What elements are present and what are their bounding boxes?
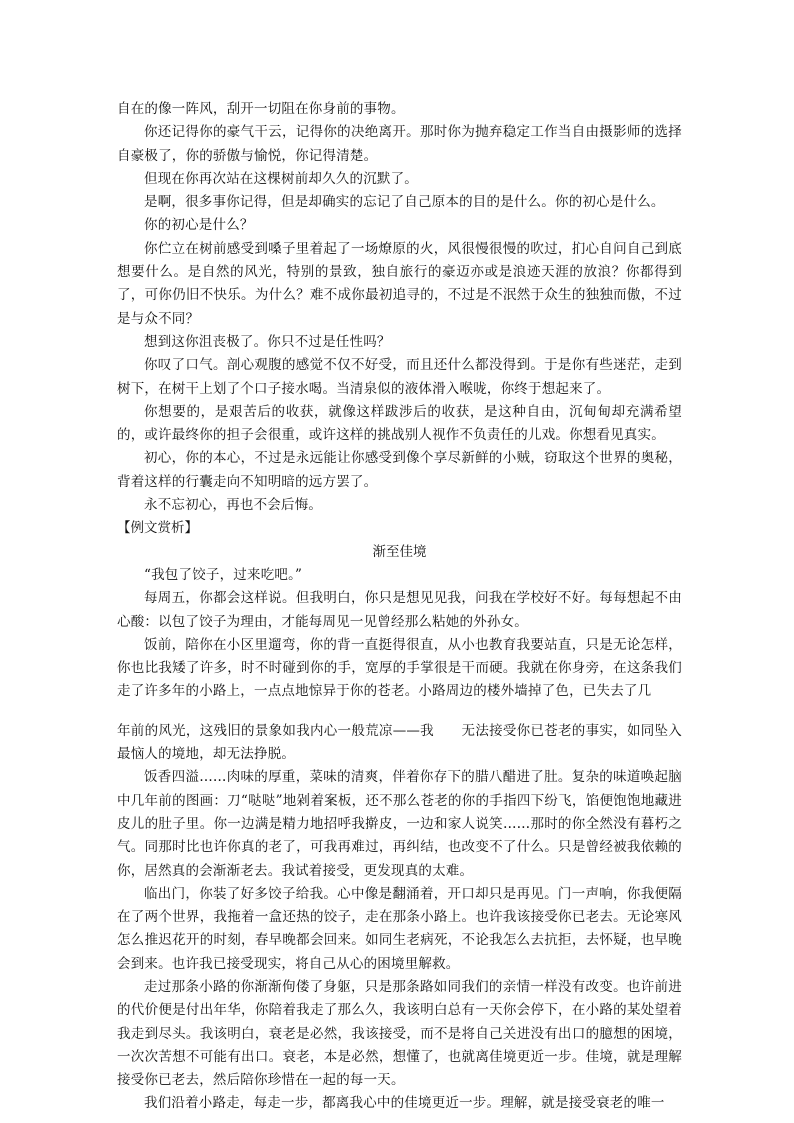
- paragraph-9: 你想要的，是艰苦后的收获，就像这样跋涉后的收获，是这种自由，沉甸甸却充满希望的，或许最终你的担子会很重，或许这样的挑战别人视作不负责任的儿戏。你想看见真实。: [117, 403, 682, 444]
- paragraph-1: 自在的像一阵风，刮开一切阻在你身前的事物。: [117, 101, 405, 117]
- essay-paragraph-6: 走过那条小路的你渐渐佝偻了身躯，只是那条路如同我们的亲情一样没有改变。也许前进的代价便是付出年华，你陪着我走了那么久，我该明白总有一天你会停下，在小路的某处望着我走到尽头。我该明白，衰老是必然，我该接受，而不是将自己关进没有出口的臆想的困境，一次次苦想不可能有出口。衰老，本是必然，想懂了，也就离佳境更近一步。佳境，就是理解接受你已老去，然后陪你珍惜在一起的每一天。: [117, 978, 682, 1089]
- essay-paragraph-3: 饭前，陪你在小区里遛弯，你的背一直挺得很直，从小也教育我要站直，只是无论怎样，你也比我矮了许多，时不时碰到你的手，宽厚的手掌很是干而硬。我就在你身旁，在这条我们走了许多年的小路上，一点点地惊异于你的苍老。小路周边的楼外墙掉了色，已失去了几: [117, 636, 682, 700]
- paragraph-3: 但现在你再次站在这棵树前却久久的沉默了。: [144, 170, 418, 187]
- section-heading: 【例文赏析】: [117, 520, 198, 537]
- essay-title: 渐至佳境: [372, 543, 427, 560]
- paragraph-2: 你还记得你的豪气干云，记得你的决绝离开。那时你为抛弃稳定工作当自由摄影师的选择自豪极了，你的骄傲与愉悦，你记得清楚。: [117, 124, 682, 164]
- essay-paragraph-5: 临出门，你装了好多饺子给我。心中像是翻涌着，开口却只是再见。门一声响，你我便隔在了两个世界，我拖着一盒还热的饺子，走在那条小路上。也许我该接受你已老去。无论寒风怎么推迟花开的时刻，春早晚都会回来。如同生老病死，不论我怎么去抗拒，去怀疑，也早晚会到来。也许我已接受现实，将自己从心的困境里解救。: [117, 885, 682, 972]
- essay-paragraph-1: “我包了饺子，过来吃吧。”: [144, 566, 303, 583]
- essay-paragraph-4: 饭香四溢……肉味的厚重，菜味的清爽，伴着你存下的腊八醋进了肚。复杂的味道唤起脑中几年前的图画：刀“哒哒”地剁着案板，还不那么苍老的你的手指四下纷飞，馅便饱饱地藏进皮儿的肚子里。你一边满是精力地招呼我擀皮，一边和家人说笑……那时的你全然没有暮朽之气。同那时比也许你真的老了，可我再难过，再纠结，也改变不了什么。只是曾经被我依赖的你，居然真的会渐渐老去。我试着接受，更发现真的太难。: [117, 769, 682, 879]
- paragraph-8: 你叹了口气。剖心观腹的感觉不仅不好受，而且还什么都没得到。于是你有些迷茫，走到树下，在树干上划了个口子接水喝。当清泉似的液体滑入喉咙，你终于想起来了。: [117, 357, 682, 397]
- paragraph-10: 初心，你的本心，不过是永远能让你感受到像个享尽新鲜的小贼，窃取这个世界的奥秘，背着这样的行囊走向不知明暗的远方罢了。: [117, 450, 682, 490]
- line-gap: [117, 704, 682, 720]
- essay-paragraph-2: 每周五，你都会这样说。但我明白，你只是想见见我，问我在学校好不好。每每想起不由心酸：以包了饺子为理由，才能每周见一见曾经那么粘她的外孙女。: [117, 590, 682, 630]
- document-body: [117, 98, 682, 1116]
- paragraph-6: 你伫立在树前感受到嗓子里着起了一场燎原的火，风很慢很慢的吹过，扪心自问自己到底想要什么。是自然的风光，特别的景致，独自旅行的豪迈亦或是浪迹天涯的放浪？你都得到了，可你仍旧不快乐。为什么？难不成你最初追寻的，不过是不泯然于众生的独独而傲，不过是与众不同？: [117, 240, 682, 327]
- essay-paragraph-7: 我们沿着小路走，每走一步，都离我心中的佳境更近一步。理解，就是接受衰老的唯一: [144, 1095, 665, 1112]
- paragraph-11: 永不忘初心，再也不会后悔。: [144, 497, 323, 514]
- paragraph-4: 是啊，很多事你记得，但是却确实的忘记了自己原本的目的是什么。你的初心是什么。: [144, 194, 665, 211]
- paragraph-7: 想到这你沮丧极了。你只不过是任性吗？: [144, 333, 391, 350]
- essay-paragraph-3-continued: 年前的风光，这残旧的景象如我内心一般荒凉——我 无法接受你已苍老的事实，如同坠入最恼人的境地，却无法挣脱。: [117, 722, 682, 763]
- paragraph-5: 你的初心是什么？: [144, 217, 254, 234]
